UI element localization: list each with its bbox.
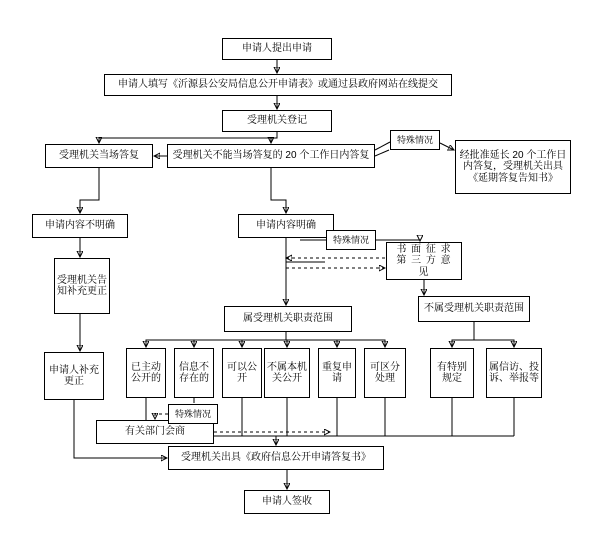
flow-node: 已主动公开的 [126,348,166,398]
flow-node: 申请内容明确 [238,214,334,238]
flow-node: 经批准延长 20 个工作日内答复，受理机关出具《延期答复告知书》 [455,140,571,194]
flow-node: 受理机关出具《政府信息公开申请答复书》 [168,446,384,470]
flow-node: 属受理机关职责范围 [224,306,352,332]
flow-node: 申请人签收 [244,490,330,514]
flow-node: 受理机关当场答复 [45,144,153,168]
flow-node: 申请内容不明确 [32,214,128,238]
flow-node: 不属本机关公开 [264,348,310,398]
flow-node: 申请人补充更正 [44,352,104,400]
flow-node: 书 面 征 求 第 三 方 意 见 [386,242,462,280]
flow-node: 申请人提出申请 [222,38,332,60]
flow-node: 可以公开 [222,348,262,398]
flow-side-label: 特殊情况 [168,404,218,424]
flow-node: 重复申请 [318,348,356,398]
flow-node: 有特别规定 [430,348,474,398]
flow-node: 可区分处理 [364,348,406,398]
flow-node: 受理机关登记 [222,110,332,132]
flow-node: 不属受理机关职责范围 [418,296,530,322]
flow-node: 信息不存在的 [174,348,214,398]
flow-node: 申请人填写《沂源县公安局信息公开申请表》或通过县政府网站在线提交 [104,74,452,96]
flow-node: 受理机关告知补充更正 [54,258,110,314]
flow-node: 有关部门会商 [96,420,214,444]
flow-side-label: 特殊情况 [326,230,376,250]
flow-node: 属信访、投诉、举报等 [486,348,542,398]
flow-side-label: 特殊情况 [390,130,440,150]
flow-node: 受理机关不能当场答复的 20 个工作日内答复 [167,144,375,168]
